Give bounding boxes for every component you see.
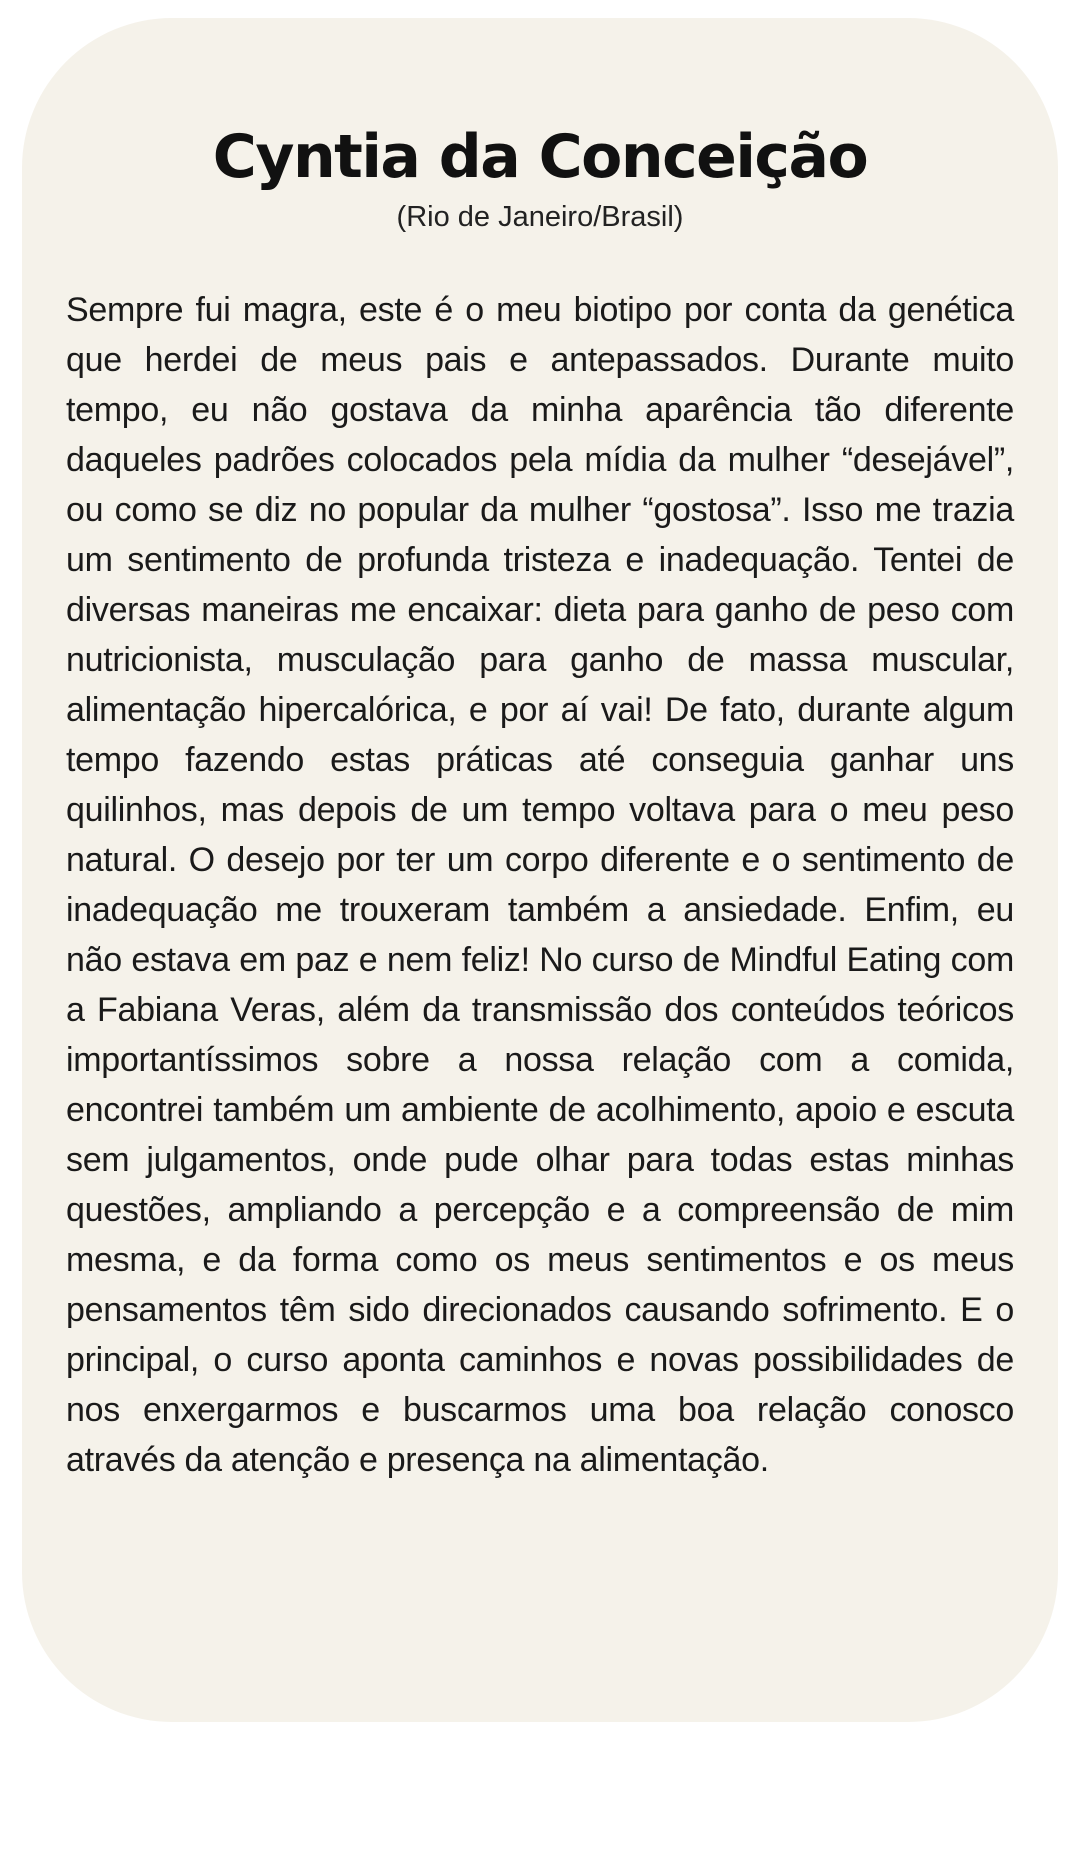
testimonial-card bbox=[22, 18, 1058, 1722]
testimonial-text: Sempre fui magra, este é o meu biotipo por conta da genética que herdei de meus pais e antepassados. Durante muito tempo, eu não gostava da minha aparência tão diferente daqueles padrões colocados pela mídia da mulher “desejável”, ou como se diz no popular da mulher “gostosa”. Isso me trazia um sentimento de profunda tristeza e inadequação. Tentei de diversas maneiras me encaixar: dieta para ganho de peso com nutricionista, musculação para ganho de massa muscular, alimentação hipercalórica, e por aí vai! De fato, durante algum tempo fazendo estas práticas até conseguia ganhar uns quilinhos, mas depois de um tempo voltava para o meu peso natural. O desejo por ter um corpo diferente e o sentimento de inadequação me trouxeram também a ansiedade. Enfim, eu não estava em paz e nem feliz! No curso de Mindful Eating com a Fabiana Veras, além da transmissão dos conteúdos teóricos importantíssimos sobre a nossa relação com a comida, encontrei também um ambiente de acolhimento, apoio e escuta sem julgamentos, onde pude olhar para todas estas minhas questões, ampliando a percepção e a compreensão de mim mesma, e da forma como os meus sentimentos e os meus pensamentos têm sido direcionados causando sofrimento. E o principal, o curso aponta caminhos e novas possibilidades de nos enxergarmos e buscarmos uma boa relação conosco através da atenção e presença na alimentação. bbox=[66, 290, 1014, 1479]
testimonial-author-location: (Rio de Janeiro/Brasil) bbox=[396, 201, 684, 233]
testimonial-author-name: Cyntia da Conceição bbox=[212, 122, 868, 192]
